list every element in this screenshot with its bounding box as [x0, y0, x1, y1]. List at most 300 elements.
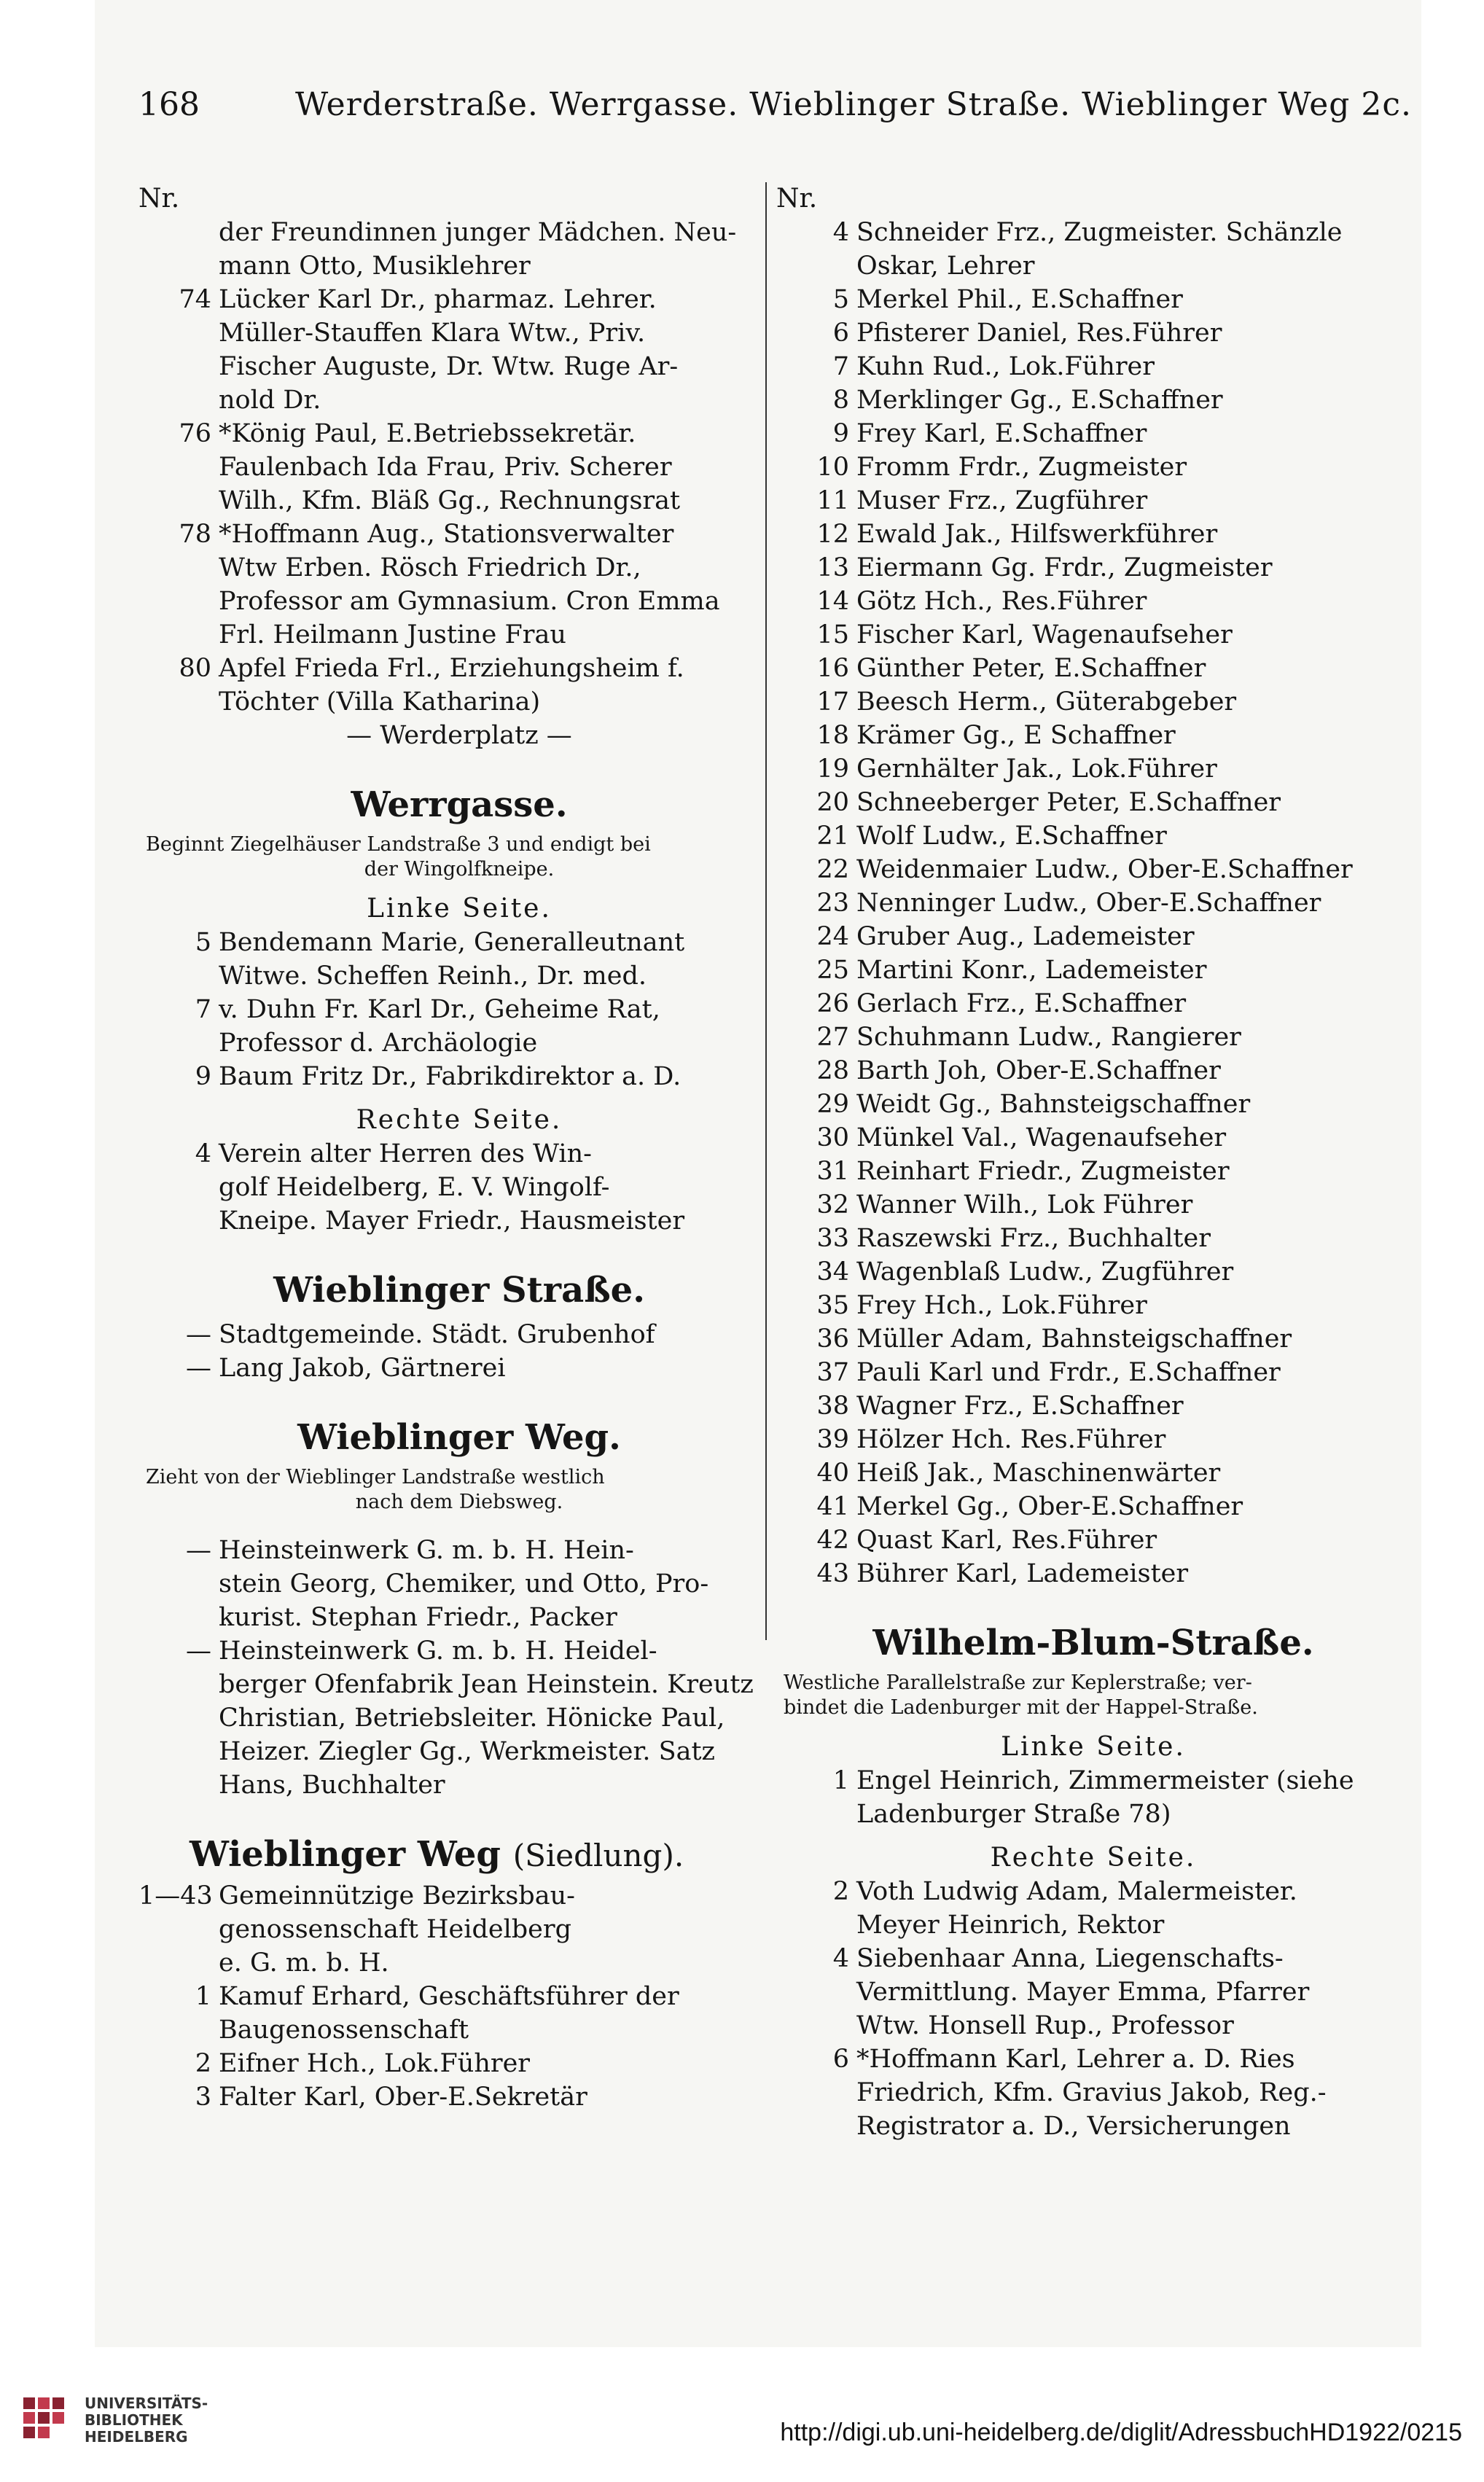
entry-line: [776, 1942, 1410, 1975]
house-number: 1—43: [138, 1881, 213, 1911]
directory-entry: [138, 1634, 780, 1802]
entry-list: [776, 216, 1410, 1591]
house-number: 80: [179, 654, 211, 683]
logo-line: BIBLIOTHEK: [85, 2411, 183, 2429]
house-number: 31: [816, 1157, 849, 1186]
running-header: Werderstraße. Werrgasse. Wieblinger Straße. Wieblinger Weg 2c.: [295, 86, 1413, 123]
house-number: 25: [816, 956, 849, 985]
house-number: 17: [816, 687, 849, 717]
house-number: 8: [832, 386, 849, 415]
entry-text: nold Dr.: [219, 386, 321, 415]
entry-text: Günther Peter, E.Schaffner: [856, 654, 1206, 683]
directory-entry: [776, 1490, 1410, 1523]
house-number: 18: [816, 721, 849, 750]
entry-line: [776, 1020, 1410, 1054]
directory-entry: [138, 993, 780, 1060]
entry-list: [776, 1875, 1410, 2143]
entry-text: Schuhmann Ludw., Rangierer: [856, 1023, 1241, 1052]
entry-line: [776, 1490, 1410, 1523]
directory-entry: [776, 518, 1410, 551]
directory-entry: [776, 920, 1410, 953]
entry-text: Gerlach Frz., E.Schaffner: [856, 989, 1187, 1018]
entry-line: [776, 1121, 1410, 1155]
entry-line: [138, 1601, 780, 1634]
directory-entry: [776, 1222, 1410, 1255]
house-number: 5: [195, 928, 211, 957]
house-number: 40: [816, 1459, 849, 1488]
entry-line: [138, 484, 780, 518]
directory-entry: [776, 685, 1410, 719]
entry-text: Frl. Heilmann Justine Frau: [219, 620, 566, 649]
house-number: 1: [832, 1766, 849, 1795]
entry-text: Registrator a. D., Versicherungen: [856, 2112, 1291, 2141]
house-number: 34: [816, 1257, 849, 1287]
entry-line: [138, 993, 780, 1026]
house-number: 3: [195, 2083, 211, 2112]
entry-text: Weidt Gg., Bahnsteigschaffner: [856, 1090, 1251, 1119]
entry-line: [776, 350, 1410, 383]
text-line: mann Otto, Musiklehrer: [219, 251, 531, 281]
entry-text: Faulenbach Ida Frau, Priv. Scherer: [219, 453, 672, 482]
entry-text: *Hoffmann Karl, Lehrer a. D. Ries: [856, 2045, 1295, 2074]
entry-list: [776, 1764, 1410, 1831]
directory-entry: [776, 1054, 1410, 1088]
house-number: 5: [832, 285, 849, 314]
entry-text: Witwe. Scheffen Reinh., Dr. med.: [219, 961, 647, 991]
entry-text: Beesch Herm., Güterabgeber: [856, 687, 1237, 717]
entry-text: Quast Karl, Res.Führer: [856, 1526, 1157, 1555]
entry-line: [138, 2080, 780, 2114]
entry-line: [776, 316, 1410, 350]
entry-text: Wagner Frz., E.Schaffner: [856, 1392, 1184, 1421]
entry-text: Friedrich, Kfm. Gravius Jakob, Reg.-: [856, 2078, 1327, 2107]
directory-entry: [776, 618, 1410, 652]
entry-text: Schneeberger Peter, E.Schaffner: [856, 788, 1281, 817]
heading-text: Wieblinger Weg: [190, 1834, 501, 1875]
entry-text: Kneipe. Mayer Friedr., Hausmeister: [219, 1206, 685, 1236]
entry-text: Gruber Aug., Lademeister: [856, 922, 1195, 951]
house-number: 13: [816, 553, 849, 582]
house-number: 42: [816, 1526, 849, 1555]
entry-line: [776, 1222, 1410, 1255]
entry-line: [776, 618, 1410, 652]
house-number: 4: [195, 1139, 211, 1168]
section-heading-siedlung: [138, 1831, 780, 1879]
entry-text: Voth Ludwig Adam, Malermeister.: [856, 1877, 1297, 1906]
directory-entry: [138, 1980, 780, 2047]
entry-line: [138, 450, 780, 484]
entry-line: [138, 1204, 780, 1238]
footer: [0, 2347, 1484, 2482]
entry-line: [776, 216, 1410, 249]
entry-text: Nenninger Ludw., Ober-E.Schaffner: [856, 889, 1321, 918]
entry-line: [138, 518, 780, 551]
entry-text: Pfisterer Daniel, Res.Führer: [856, 319, 1222, 348]
entry-text: Siebenhaar Anna, Liegenschafts-: [856, 1944, 1284, 1973]
spacer: [138, 1515, 780, 1534]
entry-text: Engel Heinrich, Zimmermeister (siehe: [856, 1766, 1354, 1795]
entry-line: [776, 1188, 1410, 1222]
house-number: 35: [816, 1291, 849, 1320]
section-heading-wieblinger-strasse: Wieblinger Straße.: [273, 1270, 645, 1311]
entry-line: [776, 953, 1410, 987]
entry-line: [776, 920, 1410, 953]
entry-line: [776, 1875, 1410, 1908]
entry-text: Krämer Gg., E Schaffner: [856, 721, 1176, 750]
house-number: —: [186, 1354, 211, 1383]
entry-line: [776, 1764, 1410, 1798]
house-number: 9: [832, 419, 849, 448]
entry-line: [776, 484, 1410, 518]
house-number: 32: [816, 1190, 849, 1219]
entry-text: Raszewski Frz., Buchhalter: [856, 1224, 1211, 1253]
document-page: [95, 0, 1421, 2347]
entry-text: Fromm Frdr., Zugmeister: [856, 453, 1187, 482]
nr-label: Nr.: [138, 184, 180, 214]
entry-text: Eiermann Gg. Frdr., Zugmeister: [856, 553, 1273, 582]
entry-text: Töchter (Villa Katharina): [219, 687, 541, 717]
logo-line: HEIDELBERG: [85, 2428, 188, 2446]
entry-line: [776, 987, 1410, 1020]
house-number: 24: [816, 922, 849, 951]
directory-entry: [776, 987, 1410, 1020]
directory-entry: [138, 1534, 780, 1634]
house-number: 15: [816, 620, 849, 649]
section-desc: nach dem Diebsweg.: [355, 1491, 563, 1513]
entry-line: [138, 417, 780, 450]
entry-line: [138, 1768, 780, 1802]
entry-text: Professor am Gymnasium. Cron Emma: [219, 587, 720, 616]
directory-entry: [776, 216, 1410, 283]
directory-entry: [776, 1255, 1410, 1289]
entry-line: [776, 1423, 1410, 1456]
section-desc: bindet die Ladenburger mit der Happel-Straße.: [784, 1696, 1258, 1719]
house-number: 43: [816, 1559, 849, 1588]
directory-entry: [776, 585, 1410, 618]
page-number: 168: [138, 86, 200, 123]
directory-entry: [776, 1121, 1410, 1155]
entry-text: Frey Karl, E.Schaffner: [856, 419, 1147, 448]
entry-text: Weidenmaier Ludw., Ober-E.Schaffner: [856, 855, 1353, 884]
entry-line: [138, 1634, 780, 1668]
entry-line: [138, 2013, 780, 2047]
house-number: 4: [832, 218, 849, 247]
house-number: 27: [816, 1023, 849, 1052]
entry-line: [776, 1322, 1410, 1356]
directory-entry: [776, 886, 1410, 920]
house-number: 20: [816, 788, 849, 817]
entry-text: Lücker Karl Dr., pharmaz. Lehrer.: [219, 285, 657, 314]
entry-line: [776, 1356, 1410, 1389]
directory-entry: [138, 1137, 780, 1238]
house-number: 10: [816, 453, 849, 482]
right-column: [776, 182, 1410, 2143]
entry-text: Ewald Jak., Hilfswerkführer: [856, 520, 1218, 549]
house-number: 37: [816, 1358, 849, 1387]
entry-text: Falter Karl, Ober-E.Sekretär: [219, 2083, 587, 2112]
entry-line: [138, 551, 780, 585]
entry-line: [776, 518, 1410, 551]
library-logo-text: [85, 2395, 208, 2446]
entry-line: [776, 1908, 1410, 1942]
directory-entry: [138, 652, 780, 719]
entry-line: [776, 2042, 1410, 2076]
entry-text: Müller Adam, Bahnsteigschaffner: [856, 1324, 1292, 1354]
entry-line: [776, 1557, 1410, 1591]
entry-text: Pauli Karl und Frdr., E.Schaffner: [856, 1358, 1281, 1387]
house-number: 28: [816, 1056, 849, 1085]
entry-text: Heinsteinwerk G. m. b. H. Heidel-: [219, 1636, 657, 1666]
directory-entry: [138, 1351, 780, 1385]
directory-entry: [138, 417, 780, 518]
entry-line: [776, 2110, 1410, 2143]
entry-line: [776, 450, 1410, 484]
directory-entry: [138, 2047, 780, 2080]
left-column: [138, 182, 780, 2114]
entry-line: [776, 853, 1410, 886]
entry-line: [776, 685, 1410, 719]
entry-line: [776, 719, 1410, 752]
entry-text: Götz Hch., Res.Führer: [856, 587, 1147, 616]
entry-text: Meyer Heinrich, Rektor: [856, 1911, 1165, 1940]
entry-line: [138, 383, 780, 417]
directory-entry: [776, 752, 1410, 786]
entry-text: Oskar, Lehrer: [856, 251, 1035, 281]
entry-text: Martini Konr., Lademeister: [856, 956, 1207, 985]
entry-text: Merkel Phil., E.Schaffner: [856, 285, 1183, 314]
section-heading-werrgasse: Werrgasse.: [351, 784, 568, 825]
directory-entry: [138, 1318, 780, 1351]
house-number: 2: [832, 1877, 849, 1906]
house-number: 41: [816, 1492, 849, 1521]
entry-text: Reinhart Friedr., Zugmeister: [856, 1157, 1230, 1186]
entry-text: Merkel Gg., Ober-E.Schaffner: [856, 1492, 1243, 1521]
entry-line: [776, 652, 1410, 685]
entry-list: [138, 1318, 780, 1385]
entry-line: [138, 1318, 780, 1351]
entry-line: [138, 1980, 780, 2013]
directory-entry: [776, 1020, 1410, 1054]
directory-entry: [776, 819, 1410, 853]
entry-list: [138, 1137, 780, 1238]
entry-text: Heinsteinwerk G. m. b. H. Hein-: [219, 1536, 634, 1565]
directory-entry: [776, 350, 1410, 383]
entry-text: Muser Frz., Zugführer: [856, 486, 1148, 515]
directory-entry: [776, 1523, 1410, 1557]
entry-text: Vermittlung. Mayer Emma, Pfarrer: [856, 1978, 1310, 2007]
werderplatz-label: — Werderplatz —: [346, 721, 572, 750]
left-side-label: Linke Seite.: [1001, 1732, 1186, 1762]
house-number: 6: [832, 319, 849, 348]
entry-line: [776, 1798, 1410, 1831]
house-number: 36: [816, 1324, 849, 1354]
directory-entry: [776, 450, 1410, 484]
directory-entry: [776, 652, 1410, 685]
entry-text: Wtw Erben. Rösch Friedrich Dr.,: [219, 553, 641, 582]
house-number: 7: [832, 352, 849, 381]
entry-line: [138, 1879, 780, 1913]
entry-text: Wanner Wilh., Lok Führer: [856, 1190, 1193, 1219]
entry-line: [138, 283, 780, 316]
nr-label: Nr.: [776, 184, 818, 214]
intro-block: [138, 216, 780, 283]
entry-list: [138, 1879, 780, 2114]
entry-line: [776, 886, 1410, 920]
house-number: 4: [832, 1944, 849, 1973]
house-number: 78: [179, 520, 211, 549]
entry-text: Heizer. Ziegler Gg., Werkmeister. Satz: [219, 1737, 715, 1766]
directory-entry: [776, 1188, 1410, 1222]
directory-entry: [776, 1088, 1410, 1121]
heading-paren: (Siedlung).: [512, 1838, 684, 1873]
entry-line: [138, 1701, 780, 1735]
entry-line: [138, 316, 780, 350]
directory-entry: [776, 1356, 1410, 1389]
entry-line: [776, 383, 1410, 417]
directory-entry: [138, 1060, 780, 1093]
section-desc: Zieht von der Wieblinger Landstraße westlich: [146, 1466, 605, 1488]
entry-line: [138, 1060, 780, 1093]
entry-text: Hölzer Hch. Res.Führer: [856, 1425, 1166, 1454]
entry-line: [138, 1946, 780, 1980]
entry-line: [138, 1913, 780, 1946]
entry-text: Münkel Val., Wagenaufseher: [856, 1123, 1227, 1152]
house-number: 76: [179, 419, 211, 448]
entry-line: [776, 283, 1410, 316]
entry-text: Ladenburger Straße 78): [856, 1800, 1171, 1829]
entry-line: [138, 1351, 780, 1385]
entry-line: [138, 652, 780, 685]
house-number: 33: [816, 1224, 849, 1253]
house-number: 9: [195, 1062, 211, 1091]
house-number: 23: [816, 889, 849, 918]
directory-entry: [776, 2042, 1410, 2143]
entry-line: [776, 1155, 1410, 1188]
entry-text: Baugenossenschaft: [219, 2015, 469, 2045]
entry-line: [776, 2009, 1410, 2042]
entry-text: Merklinger Gg., E.Schaffner: [856, 386, 1223, 415]
entry-line: [776, 1088, 1410, 1121]
house-number: 19: [816, 754, 849, 784]
directory-entry: [776, 1322, 1410, 1356]
entry-list: [138, 926, 780, 1093]
entry-text: Barth Joh, Ober-E.Schaffner: [856, 1056, 1221, 1085]
house-number: 22: [816, 855, 849, 884]
entry-text: Kamuf Erhard, Geschäftsführer der: [219, 1982, 679, 2011]
left-side-label: Linke Seite.: [367, 894, 552, 924]
source-url-link[interactable]: http://digi.ub.uni-heidelberg.de/diglit/AdressbuchHD1922/0215: [780, 2419, 1462, 2446]
house-number: —: [186, 1320, 211, 1349]
house-number: 16: [816, 654, 849, 683]
entry-line: [776, 2076, 1410, 2110]
entry-text: Bendemann Marie, Generalleutnant: [219, 928, 685, 957]
entry-line: [776, 249, 1410, 283]
entry-line: [776, 551, 1410, 585]
entry-text: Kuhn Rud., Lok.Führer: [856, 352, 1155, 381]
entry-line: [776, 1456, 1410, 1490]
house-number: 74: [179, 285, 211, 314]
entry-text: Wtw. Honsell Rup., Professor: [856, 2011, 1234, 2040]
directory-entry: [776, 1557, 1410, 1591]
entry-text: Hans, Buchhalter: [219, 1771, 445, 1800]
section-desc: Westliche Parallelstraße zur Keplerstraße; ver-: [784, 1671, 1252, 1694]
directory-entry: [138, 283, 780, 417]
entry-line: [138, 1735, 780, 1768]
entry-text: Eifner Hch., Lok.Führer: [219, 2049, 531, 2078]
entry-line: [776, 1523, 1410, 1557]
house-number: —: [186, 1636, 211, 1666]
directory-entry: [776, 786, 1410, 819]
section-heading-wilhelm-blum: Wilhelm-Blum-Straße.: [872, 1623, 1314, 1663]
entry-line: [138, 618, 780, 652]
entry-line: [776, 417, 1410, 450]
entry-text: Frey Hch., Lok.Führer: [856, 1291, 1147, 1320]
right-side-label: Rechte Seite.: [990, 1843, 1197, 1873]
entry-line: [776, 1289, 1410, 1322]
entry-text: Baum Fritz Dr., Fabrikdirektor a. D.: [219, 1062, 682, 1091]
entry-line: [776, 1389, 1410, 1423]
entry-list: [138, 283, 780, 719]
directory-entry: [776, 1289, 1410, 1322]
entry-text: Professor d. Archäologie: [219, 1029, 538, 1058]
entry-text: Gemeinnützige Bezirksbau-: [219, 1881, 575, 1911]
entry-text: Apfel Frieda Frl., Erziehungsheim f.: [219, 654, 684, 683]
directory-entry: [776, 1875, 1410, 1942]
entry-text: golf Heidelberg, E. V. Wingolf-: [219, 1173, 610, 1202]
directory-entry: [776, 383, 1410, 417]
entry-text: *Hoffmann Aug., Stationsverwalter: [219, 520, 674, 549]
directory-entry: [138, 518, 780, 652]
house-number: 6: [832, 2045, 849, 2074]
entry-text: e. G. m. b. H.: [219, 1948, 389, 1978]
entry-text: Christian, Betriebsleiter. Hönicke Paul,: [219, 1704, 725, 1733]
house-number: 2: [195, 2049, 211, 2078]
house-number: 39: [816, 1425, 849, 1454]
directory-entry: [776, 1942, 1410, 2042]
entry-line: [138, 959, 780, 993]
entry-text: stein Georg, Chemiker, und Otto, Pro-: [219, 1569, 709, 1599]
directory-entry: [776, 484, 1410, 518]
entry-text: berger Ofenfabrik Jean Heinstein. Kreutz: [219, 1670, 754, 1699]
directory-entry: [776, 283, 1410, 316]
section-desc: Beginnt Ziegelhäuser Landstraße 3 und endigt bei: [146, 833, 651, 856]
house-number: 29: [816, 1090, 849, 1119]
entry-line: [776, 1975, 1410, 2009]
directory-entry: [776, 1764, 1410, 1831]
entry-text: Fischer Karl, Wagenaufseher: [856, 620, 1233, 649]
house-number: 1: [195, 1982, 211, 2011]
entry-line: [138, 585, 780, 618]
entry-line: [776, 1255, 1410, 1289]
directory-entry: [776, 1155, 1410, 1188]
entry-text: Fischer Auguste, Dr. Wtw. Ruge Ar-: [219, 352, 679, 381]
entry-line: [776, 752, 1410, 786]
entry-text: *König Paul, E.Betriebssekretär.: [219, 419, 636, 448]
directory-entry: [138, 926, 780, 993]
entry-line: [138, 1171, 780, 1204]
entry-text: Verein alter Herren des Win-: [219, 1139, 592, 1168]
entry-line: [138, 350, 780, 383]
directory-entry: [776, 953, 1410, 987]
entry-text: genossenschaft Heidelberg: [219, 1915, 572, 1944]
entry-line: [776, 819, 1410, 853]
entry-text: Müller-Stauffen Klara Wtw., Priv.: [219, 319, 646, 348]
section-desc: der Wingolfkneipe.: [364, 858, 555, 881]
entry-line: [776, 1054, 1410, 1088]
directory-entry: [138, 2080, 780, 2114]
entry-text: Heiß Jak., Maschinenwärter: [856, 1459, 1221, 1488]
entry-text: Bührer Karl, Lademeister: [856, 1559, 1189, 1588]
